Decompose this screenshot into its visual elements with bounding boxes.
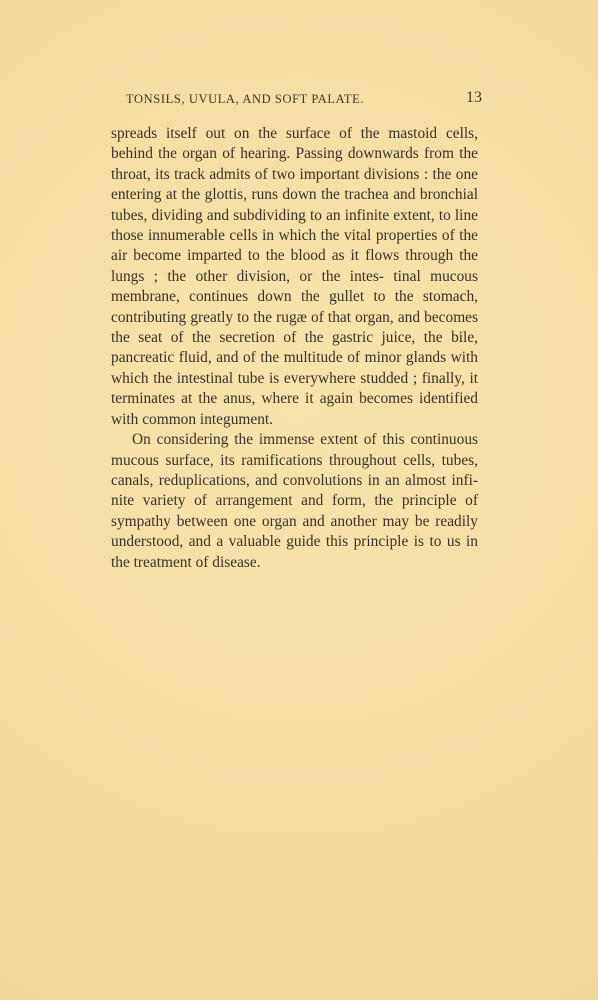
body-text — [111, 124, 478, 573]
paragraph-1: spreads itself out on the surface of the mastoid cells, behind the organ of hearing. Passing downwards from the throat, its track admits of two important divisions : the one entering at the glottis, runs down the trachea and bronchial tubes, dividing and subdividing to an infinite extent, to line those innumerable cells in which the vital properties of the air become imparted to the blood as it flows through the lungs ; the other division, or the intes- tinal mucous membrane, continues down the gullet to the stomach, contributing greatly to the rugæ of that organ, and becomes the seat of the secretion of the gastric juice, the bile, pancreatic fluid, and of the multitude of minor glands with which the intestinal tube is everywhere studded ; finally, it terminates at the anus, where it again becomes identified with common integument. — [111, 125, 478, 428]
running-head-title: TONSILS, UVULA, AND SOFT PALATE. — [126, 92, 365, 106]
running-head — [110, 89, 482, 110]
page-number: 13 — [466, 89, 482, 106]
paragraph-2: On considering the immense extent of this continuous mucous surface, its ramifications throughout cells, tubes, canals, reduplications, and convolutions in an almost infi- nite variety of arrangement and form, the principle of sympathy between one organ and another may be readily understood, and a valuable guide this principle is to us in the treatment of disease. — [111, 431, 478, 571]
